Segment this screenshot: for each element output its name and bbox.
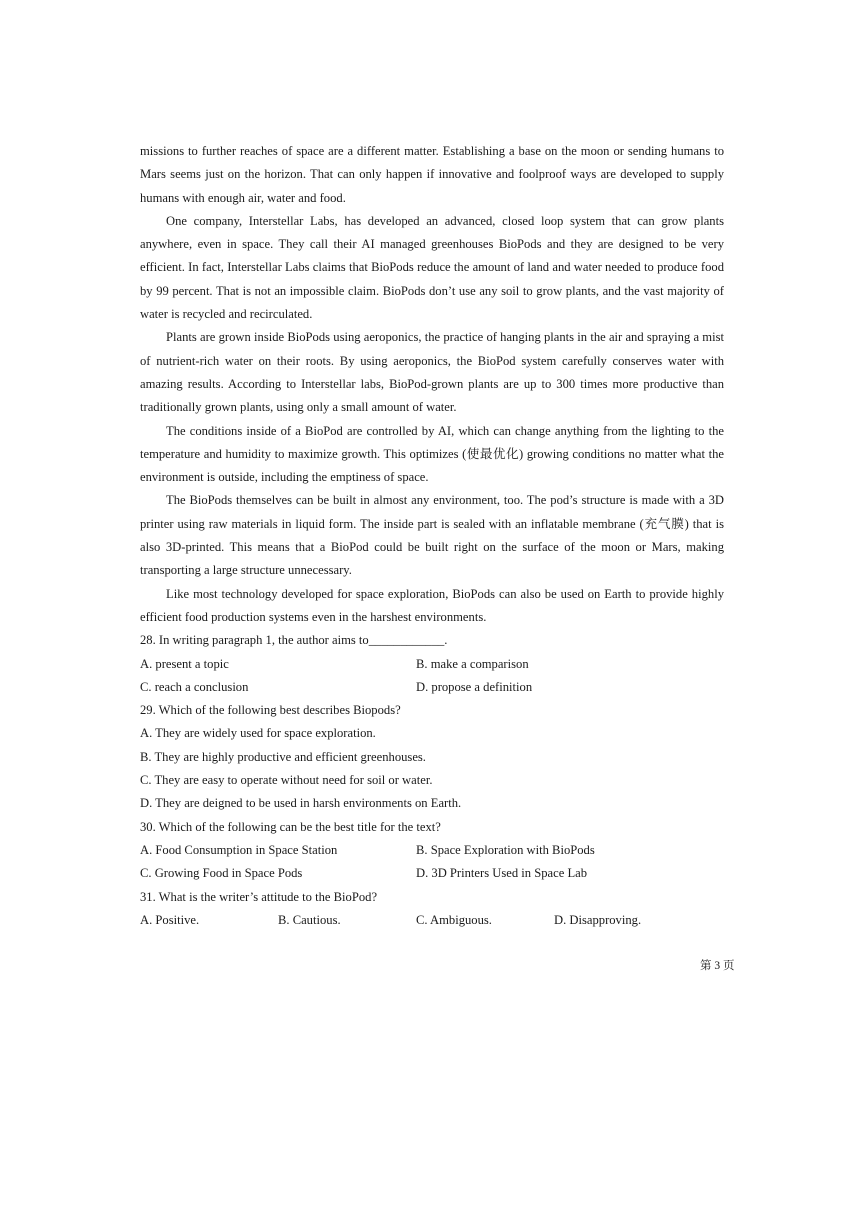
options-row [140,839,724,862]
option-d: D. 3D Printers Used in Space Lab [416,866,588,881]
exam-page [140,140,724,932]
options-row [140,909,724,932]
question-stem: 28. In writing paragraph 1, the author aims to____________. [140,633,448,648]
options-row [140,653,724,676]
option-a: A. They are widely used for space exploration. [140,726,376,741]
option-c: C. They are easy to operate without need for soil or water. [140,773,433,788]
option-b: B. Space Exploration with BioPods [416,842,595,857]
option-c: C. Growing Food in Space Pods [140,866,303,881]
option-b: B. They are highly productive and efficient greenhouses. [140,749,426,764]
options-row [140,862,724,885]
passage-paragraph-5: The BioPods themselves can be built in almost any environment, too. The pod’s structure is made with a 3D printer using raw materials in liquid form. The inside part is sealed with an inflatable membrane (充气膜) that is also 3D-printed. This means that a BioPod could be built right on the surface of the moon or Mars, making transporting a large structure unnecessary. [140,493,724,578]
passage-paragraph-3: Plants are grown inside BioPods using aeroponics, the practice of hanging plants in the air and spraying a mist of nutrient-rich water on their roots. By using aeroponics, the BioPod system carefully conserves water with amazing results. According to Interstellar labs, BioPod-grown plants are up to 300 times more productive than traditionally grown plants, using only a small amount of water. [140,330,724,415]
question-stem: 29. Which of the following best describes Biopods? [140,703,401,718]
question-30 [140,816,724,886]
passage-paragraph-1: missions to further reaches of space are a different matter. Establishing a base on the moon or sending humans to Mars seems just on the horizon. That can only happen if innovative and foolproof ways are developed to supply humans with enough air, water and food. [140,144,724,205]
passage-paragraph-6: Like most technology developed for space exploration, BioPods can also be used on Earth to provide highly efficient food production systems even in the harshest environments. [140,586,724,624]
passage-paragraph-4: The conditions inside of a BioPod are controlled by AI, which can change anything from the lighting to the temperature and humidity to maximize growth. This optimizes (使最优化) growing conditions no matter what the environment is outside, including the emptiness of space. [140,423,724,485]
options-row [140,676,724,699]
option-d: D. They are deigned to be used in harsh environments on Earth. [140,796,462,811]
option-a: A. present a topic [140,656,229,671]
question-stem: 31. What is the writer’s attitude to the BioPod? [140,889,378,904]
option-d: D. propose a definition [416,679,533,694]
option-d: D. Disapproving. [554,912,642,927]
page-number: 第 3 页 [700,960,735,972]
option-a: A. Food Consumption in Space Station [140,842,338,857]
passage-paragraph-2: One company, Interstellar Labs, has developed an advanced, closed loop system that can grow plants anywhere, even in space. They call their AI managed greenhouses BioPods and they are designed to be very efficient. In fact, Interstellar Labs claims that BioPods reduce the amount of land and water needed to produce food by 99 percent. That is not an impossible claim. BioPods don’t use any soil to grow plants, and the vast majority of water is recycled and recirculated. [140,213,724,322]
question-stem: 30. Which of the following can be the best title for the text? [140,819,441,834]
option-b: B. Cautious. [278,912,341,927]
option-c: C. Ambiguous. [416,912,492,927]
option-a: A. Positive. [140,912,200,927]
option-c: C. reach a conclusion [140,679,249,694]
question-31 [140,886,724,933]
option-b: B. make a comparison [416,656,529,671]
question-29 [140,699,724,815]
question-28 [140,629,724,699]
